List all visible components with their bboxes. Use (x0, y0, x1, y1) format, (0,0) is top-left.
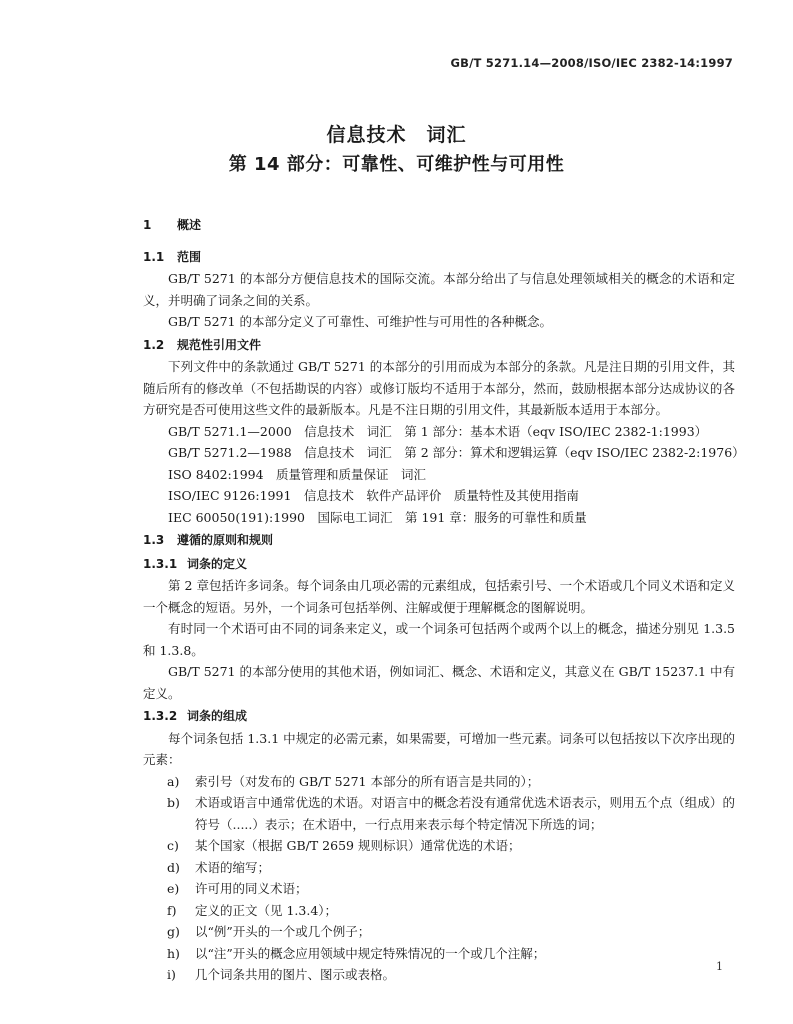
section-title: 词条的组成 (187, 709, 248, 723)
list-item (143, 792, 735, 835)
document-body (143, 210, 745, 986)
section-1-2-heading (143, 335, 735, 357)
list-item-text: 定义的正文（见 1.3.4）； (195, 902, 338, 918)
section-number: 1.1 (143, 249, 165, 264)
paragraph: GB/T 5271 的本部分定义了可靠性、可维护性与可用性的各种概念。 (168, 314, 552, 329)
paragraph: 每个词条包括 1.3.1 中规定的必需元素，如果需要，可增加一些元素。词条可以包括按以下次序出现的元素： (143, 730, 735, 767)
list-item (143, 835, 735, 857)
title-line-1: 信息技术 词汇 (326, 124, 467, 146)
normative-reference: IEC 60050(191):1990 国际电工词汇 第 191 章：服务的可靠性和质量 (168, 509, 587, 525)
title-line-2: 第 14 部分：可靠性、可维护性与可用性 (228, 154, 565, 175)
list-item-text: 术语或语言中通常优选的术语。对语言中的概念若没有通常优选术语表示，则用五个点（组成）的符号（.....）表示；在术语中，一行点用来表示每个特定情况下所选的词； (195, 795, 735, 832)
section-title: 概述 (177, 218, 202, 232)
list-item-label: i) (167, 967, 176, 982)
page-number: 1 (716, 960, 723, 973)
list-item-text: 许可用的同义术语； (195, 881, 308, 896)
section-number: 1.2 (143, 337, 165, 352)
section-1-3-1-heading (143, 554, 735, 576)
list-item-label: a) (167, 773, 180, 789)
list-item (143, 857, 735, 879)
list-item (143, 900, 735, 922)
section-1-heading (143, 215, 735, 237)
section-title: 词条的定义 (187, 556, 248, 571)
document-title (0, 120, 793, 180)
section-title: 规范性引用文件 (177, 337, 262, 352)
paragraph: 第 2 章包括许多词条。每个词条由几项必需的元素组成，包括索引号、一个术语或几个同义术语和定义一个概念的短语。另外，一个词条可包括举例、注解或便于理解概念的图解说明。 (143, 578, 735, 615)
list-item-label: d) (167, 859, 180, 875)
list-item-text: 几个词条共用的图片、图示或表格。 (195, 967, 396, 982)
list-item (143, 964, 735, 986)
section-number: 1.3 (143, 533, 165, 547)
section-number: 1.3.1 (143, 556, 178, 571)
list-item-label: f) (167, 902, 177, 918)
normative-reference: GB/T 5271.2—1988 信息技术 词汇 第 2 部分：算术和逻辑运算（eqv ISO/IEC 2382-2:1976） (168, 445, 745, 460)
list-item-label: b) (167, 795, 180, 810)
section-number: 1.3.2 (143, 709, 178, 723)
list-item (143, 943, 735, 965)
normative-reference: GB/T 5271.1—2000 信息技术 词汇 第 1 部分：基本术语（eqv ISO/IEC 2382-1:1993） (168, 423, 708, 439)
list-item-text: 以“例”开头的一个或几个例子； (195, 924, 371, 939)
section-title: 遵循的原则和规则 (177, 533, 274, 547)
list-item (143, 921, 735, 943)
paragraph: GB/T 5271 的本部分使用的其他术语，例如词汇、概念、术语和定义，其意义在 GB/T 15237.1 中有定义。 (143, 664, 735, 701)
list-item-label: h) (167, 945, 180, 961)
normative-reference: ISO/IEC 9126:1991 信息技术 软件产品评价 质量特性及其使用指南 (168, 488, 579, 503)
paragraph: 有时同一个术语可由不同的词条来定义，或一个词条可包括两个或两个以上的概念，描述分别见 1.3.5 和 1.3.8。 (143, 621, 735, 658)
paragraph: GB/T 5271 的本部分方便信息技术的国际交流。本部分给出了与信息处理领域相关的概念的术语和定义，并明确了词条之间的关系。 (143, 271, 735, 308)
section-1-1-heading (143, 247, 735, 269)
paragraph: 下列文件中的条款通过 GB/T 5271 的本部分的引用而成为本部分的条款。凡是注日期的引用文件，其随后所有的修改单（不包括勘误的内容）或修订版均不适用于本部分，然而，鼓励根据本部分达成协议的各方研究是否可使用这些文件的最新版本。凡是不注日期的引用文件，其最新版本适用于本部分。 (143, 359, 735, 417)
list-item-text: 术语的缩写； (195, 859, 271, 875)
list-item-label: e) (167, 881, 180, 896)
list-item-label: g) (167, 924, 180, 939)
section-number: 1 (143, 218, 152, 232)
normative-reference: ISO 8402:1994 质量管理和质量保证 词汇 (168, 466, 427, 482)
list-item (143, 878, 735, 900)
list-item (143, 771, 735, 793)
list-item-text: 以“注”开头的概念应用领域中规定特殊情况的一个或几个注解； (195, 945, 546, 961)
list-item-label: c) (167, 838, 179, 853)
list-item-text: 索引号（对发布的 GB/T 5271 本部分的所有语言是共同的）； (195, 773, 540, 789)
section-1-3-2-heading (143, 706, 735, 728)
list-item-text: 某个国家（根据 GB/T 2659 规则标识）通常优选的术语； (195, 838, 521, 853)
standard-number-header: GB/T 5271.14—2008/ISO/IEC 2382-14:1997 (450, 56, 733, 70)
section-1-3-heading (143, 530, 735, 552)
section-title: 范围 (177, 249, 202, 264)
